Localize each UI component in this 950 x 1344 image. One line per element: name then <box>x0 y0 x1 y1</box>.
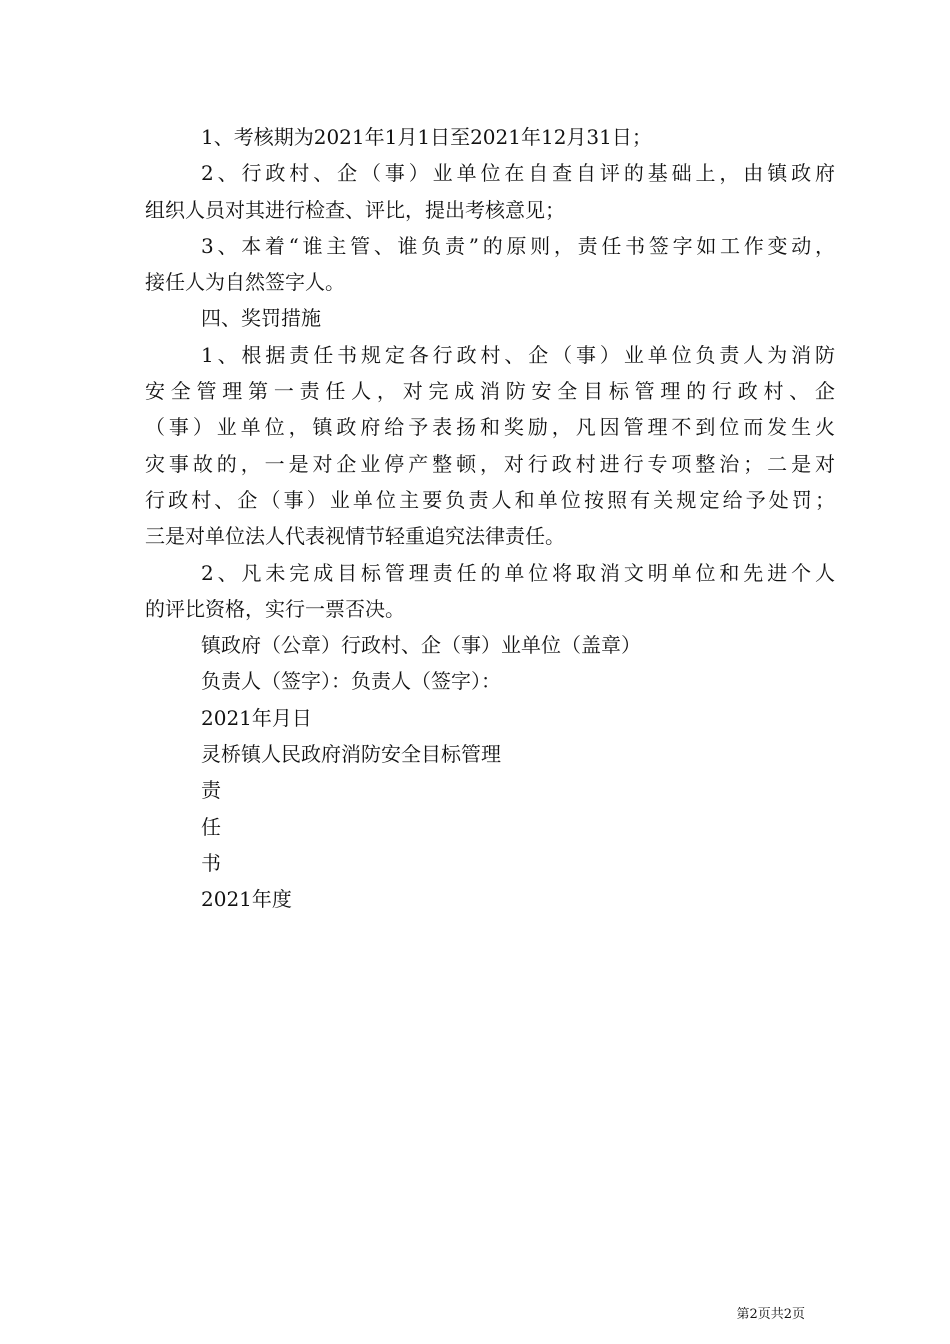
text-line-reward-1: 1、根据责任书规定各行政村、企（事）业单位负责人为消防 <box>201 342 835 367</box>
text-line-responsibility-principle-cont: 接任人为自然签字人。 <box>145 270 345 295</box>
text-line-responsibility-principle: 3、本着“谁主管、谁负责”的原则，责任书签字如工作变动， <box>201 233 835 258</box>
text-line-reward-4: 灾事故的，一是对企业停产整顿，对行政村进行专项整治；二是对 <box>145 451 835 476</box>
text-line-self-evaluation-cont: 组织人员对其进行检查、评比，提出考核意见； <box>145 197 565 222</box>
title-line: 灵桥镇人民政府消防安全目标管理 <box>201 742 501 767</box>
signature-line: 负责人（签字）：负责人（签字）： <box>201 669 501 694</box>
text-line-assessment-period: 1、考核期为2021年1月1日至2021年12月31日； <box>201 125 652 149</box>
text-line-reward-3: （事）业单位，镇政府给予表扬和奖励，凡因管理不到位而发生火 <box>145 415 835 440</box>
page-number: 第2页共2页 <box>736 1307 805 1322</box>
text-line-reward-2: 安全管理第一责任人，对完成消防安全目标管理的行政村、企 <box>145 379 835 404</box>
title-char-2: 任 <box>201 814 221 839</box>
text-line-veto-2: 的评比资格，实行一票否决。 <box>145 596 405 621</box>
title-char-1: 责 <box>201 778 221 803</box>
year-line: 2021年度 <box>201 887 292 912</box>
title-char-3: 书 <box>201 850 221 875</box>
date-line: 2021年月日 <box>201 705 312 730</box>
text-line-self-evaluation: 2、行政村、企（事）业单位在自查自评的基础上，由镇政府 <box>201 161 835 186</box>
text-line-reward-5: 行政村、企（事）业单位主要负责人和单位按照有关规定给予处罚； <box>145 487 835 512</box>
section-heading-rewards: 四、奖罚措施 <box>201 306 321 331</box>
text-line-reward-6: 三是对单位法人代表视情节轻重追究法律责任。 <box>145 524 565 549</box>
text-line-veto-1: 2、凡未完成目标管理责任的单位将取消文明单位和先进个人 <box>201 560 835 585</box>
document-body <box>145 119 835 918</box>
seal-line: 镇政府（公章）行政村、企（事）业单位（盖章） <box>201 633 641 658</box>
